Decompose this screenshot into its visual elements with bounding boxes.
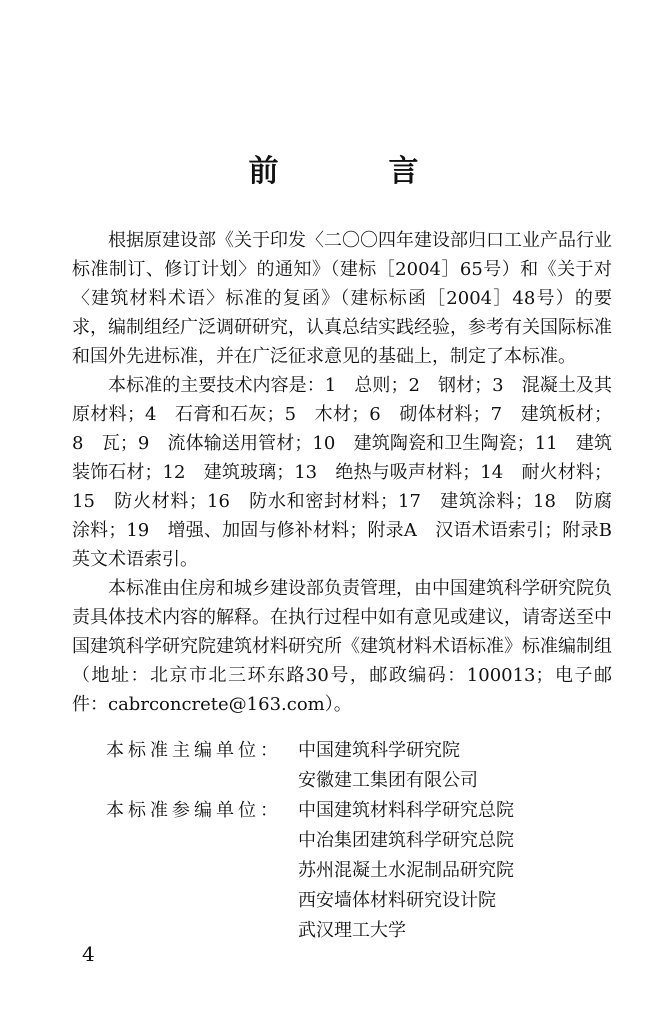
unit-item: 西安墙体材料研究设计院 bbox=[298, 890, 496, 911]
unit-item: 中国建筑材料科学研究总院 bbox=[298, 800, 514, 821]
unit-item: 安徽建工集团有限公司 bbox=[298, 770, 478, 791]
page-number: 4 bbox=[82, 942, 95, 966]
participating-units-label: 本标准参编单位： bbox=[106, 800, 282, 821]
drafting-units bbox=[106, 736, 606, 946]
participating-units-list bbox=[298, 796, 514, 946]
unit-item: 中冶集团建筑科学研究总院 bbox=[298, 830, 514, 851]
chief-units-label: 本标准主编单位： bbox=[106, 740, 282, 761]
paragraph-contents: 本标准的主要技术内容是：1 总则；2 钢材；3 混凝土及其原材料；4 石膏和石灰；5 木材；6 砌体材料；7 建筑板材；8 瓦；9 流体输送用管材；10 建筑陶瓷和卫生陶瓷；11 建筑装饰石材；12 建筑玻璃；13 绝热与吸声材料；14 耐火材料；15 防火材料；16 防水和密封材料；17 建筑涂料；18 防腐涂料；19 增强、加固与修补材料；附录A 汉语术语索引；附录B 英文术语索引。 bbox=[72, 375, 630, 570]
unit-item: 武汉理工大学 bbox=[298, 920, 406, 941]
chief-units-list bbox=[298, 736, 478, 796]
paragraph-basis: 根据原建设部《关于印发〈二〇〇四年建设部归口工业产品行业标准制订、修订计划〉的通知》（建标［2004］65号）和《关于对〈建筑材料术语〉标准的复函》（建标标函［2004］48号）的要求，编制组经广泛调研研究，认真总结实践经验，参考有关国际标准和国外先进标准，并在广泛征求意见的基础上，制定了本标准。 bbox=[72, 230, 612, 367]
preface-body bbox=[72, 226, 630, 719]
paragraph-management: 本标准由住房和城乡建设部负责管理，由中国建筑科学研究院负责具体技术内容的解释。在执行过程中如有意见或建议，请寄送至中国建筑科学研究院建筑材料研究所《建筑材料术语标准》标准编制组（地址：北京市北三环东路30号，邮政编码：100013；电子邮件：cabrconcrete@163.com）。 bbox=[72, 578, 612, 715]
unit-item: 苏州混凝土水泥制品研究院 bbox=[298, 860, 514, 881]
page-title: 前 言 bbox=[248, 154, 459, 189]
participating-units-block bbox=[106, 796, 606, 946]
unit-item: 中国建筑科学研究院 bbox=[298, 740, 460, 761]
chief-units-block bbox=[106, 736, 606, 796]
